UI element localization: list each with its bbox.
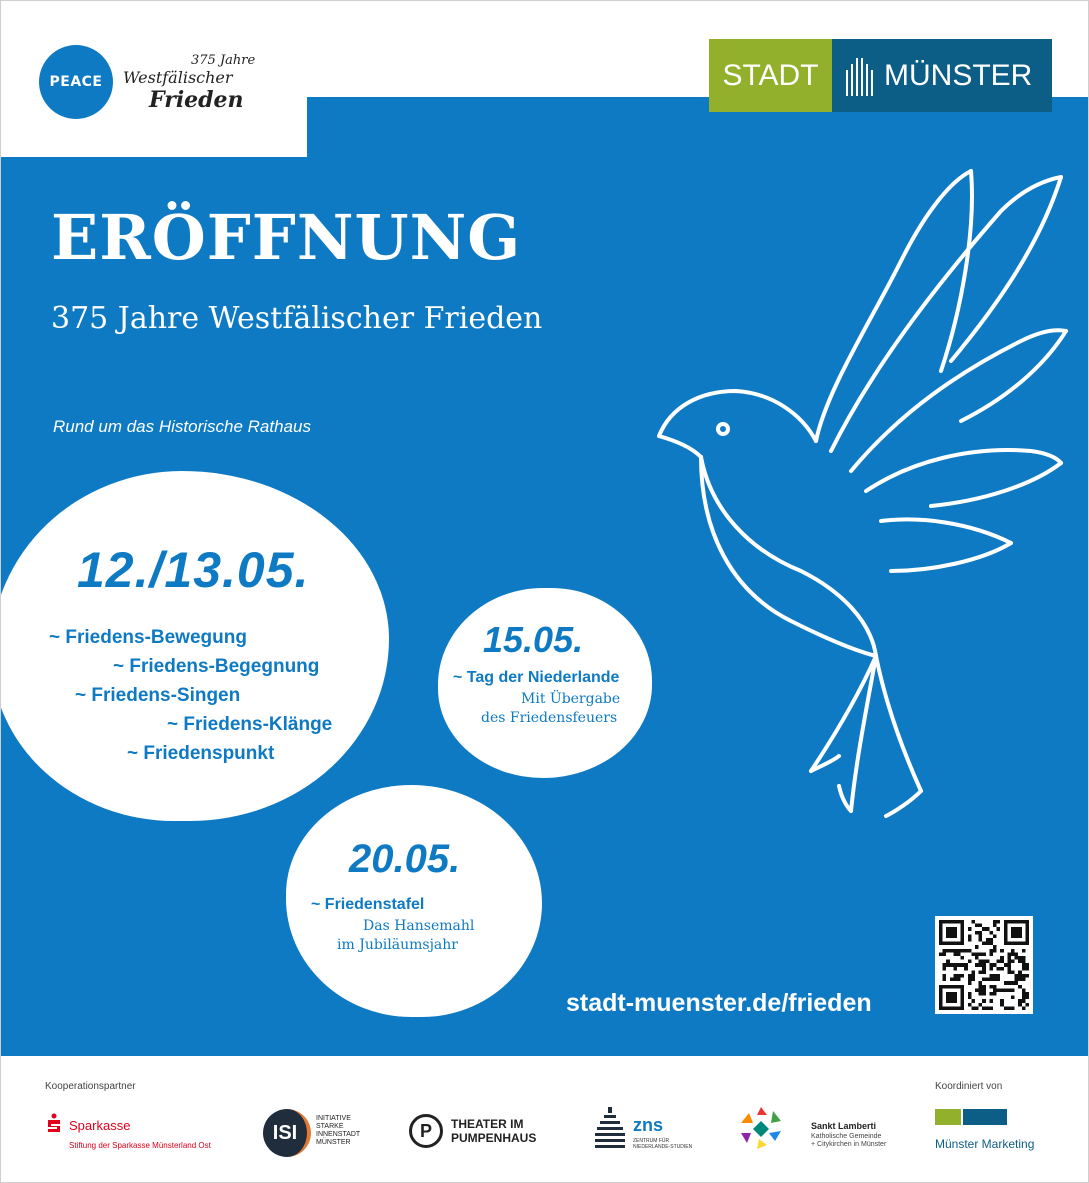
zns-sub-line1: ZENTRUM FÜR (633, 1138, 670, 1144)
peace-logo-line3: Frieden (149, 87, 244, 113)
pumpenhaus-line2: PUMPENHAUS (451, 1131, 537, 1145)
event-date-2: 15.05. (483, 619, 584, 660)
zns-logo-name: zns (633, 1115, 664, 1135)
lamberti-logo-icon (737, 1105, 785, 1151)
stadt-muenster-logo-left: STADT (709, 39, 832, 112)
website-link[interactable]: stadt-muenster.de/frieden (566, 989, 872, 1017)
muenster-marketing-logo-bars (935, 1109, 1007, 1125)
peace-dove-icon (641, 151, 1089, 851)
pumpenhaus-line1: THEATER IM (451, 1117, 524, 1131)
location-note: Rund um das Historische Rathaus (53, 417, 311, 436)
peace-logo-script (123, 53, 263, 113)
page-subtitle: 375 Jahre Westfälischer Frieden (51, 301, 543, 336)
event-3-detail-1: Das Hansemahl (363, 918, 475, 934)
coordinator-label: Koordiniert von (935, 1081, 1003, 1092)
mm-bar-green (935, 1109, 961, 1125)
zns-logo-sub (633, 1138, 692, 1150)
event-date-3: 20.05. (349, 837, 461, 881)
zns-sub-line2: NIEDERLANDE-STUDIEN (633, 1144, 693, 1150)
event-3-detail-2: im Jubiläumsjahr (337, 937, 458, 953)
isi-logo-badge: ISI (263, 1109, 311, 1157)
event-1-item-2: ~ Friedens-Begegnung (113, 656, 320, 677)
event-3-item-1: ~ Friedenstafel (311, 896, 425, 913)
town-hall-pillars-icon (844, 56, 874, 96)
sparkasse-name: Sparkasse (69, 1118, 131, 1133)
event-1-item-1: ~ Friedens-Bewegung (49, 627, 247, 648)
event-2-detail-1: Mit Übergabe (521, 691, 621, 707)
peace-logo-line1: 375 Jahre (191, 53, 256, 68)
event-1-item-5: ~ Friedenspunkt (127, 743, 275, 764)
lamberti-sub-line1: Katholische Gemeinde (811, 1133, 882, 1140)
event-date-1: 12./13.05. (77, 542, 310, 598)
lamberti-logo-name: Sankt Lamberti (811, 1121, 877, 1131)
pumpenhaus-logo-text (451, 1117, 536, 1145)
sparkasse-sub: Stiftung der Sparkasse Münsterland Ost (69, 1141, 211, 1150)
event-2-item-1: ~ Tag der Niederlande (453, 669, 620, 686)
mm-bar-teal (963, 1109, 1007, 1125)
qr-code[interactable] (935, 916, 1033, 1014)
pumpenhaus-logo-badge: P (409, 1114, 443, 1148)
event-2-detail-2: des Friedensfeuers (481, 710, 618, 726)
isi-logo-text: INITIATIVE STARKE INNENSTADT MÜNSTER (316, 1115, 361, 1146)
event-1-item-3: ~ Friedens-Singen (75, 685, 241, 706)
lamberti-logo-sub (811, 1133, 886, 1149)
partners-label: Kooperationspartner (45, 1081, 136, 1092)
sparkasse-logo-icon (47, 1113, 61, 1133)
page-title: ERÖFFNUNG (51, 201, 522, 274)
stadt-muenster-logo (709, 39, 1052, 112)
peace-logo-badge: PEACE (39, 45, 113, 119)
stadt-muenster-logo-right (832, 39, 1052, 112)
stadt-muenster-logo-text: MÜNSTER (884, 58, 1033, 92)
event-1-item-4: ~ Friedens-Klänge (167, 714, 333, 735)
muenster-marketing-name: Münster Marketing (935, 1137, 1035, 1151)
lamberti-sub-line2: + Citykirchen in Münster (811, 1141, 887, 1148)
peace-logo-line2: Westfälischer (123, 68, 233, 87)
zns-logo-icon (594, 1105, 628, 1155)
qr-code-icon (939, 920, 1029, 1010)
